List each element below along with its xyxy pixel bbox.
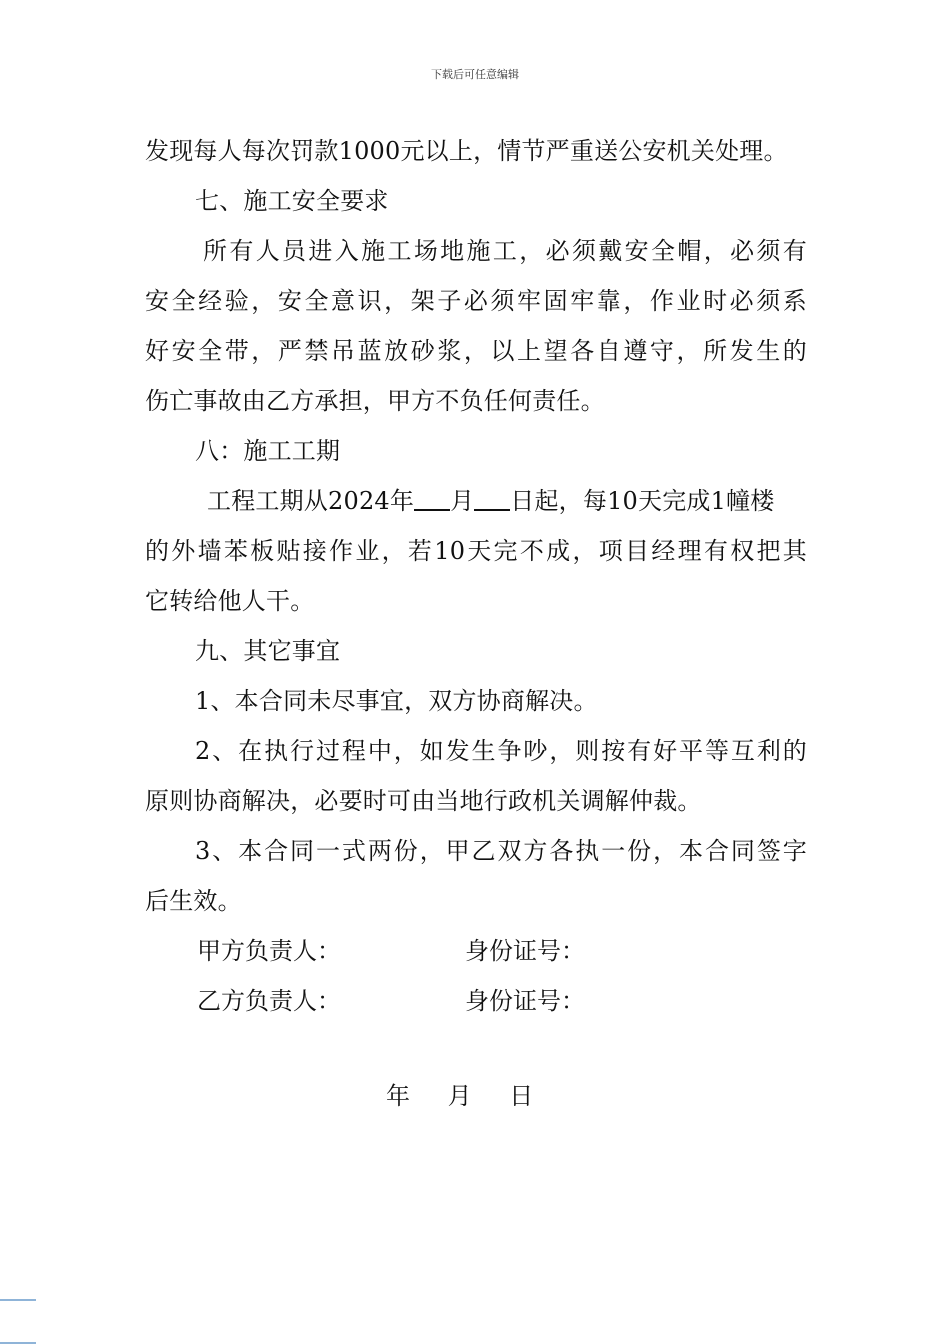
- section-9-item-3-line: 3、本合同一式两份，甲乙双方各执一份，本合同签字: [195, 837, 807, 865]
- period-start-text: 工程工期从2024年: [207, 487, 415, 515]
- day-blank: [474, 479, 510, 511]
- section-9-item-2-line: 原则协商解决，必要时可由当地行政机关调解仲裁。: [145, 787, 702, 815]
- signature-row-party-b: [145, 976, 807, 1026]
- date-year: 年: [386, 1082, 410, 1110]
- section-8-line-1: [145, 476, 807, 526]
- section-9-item-2-line: 2、在执行过程中，如发生争吵，则按有好平等互利的: [195, 737, 807, 765]
- section-8-line: 它转给他人干。: [145, 587, 315, 615]
- document-body: [145, 126, 807, 1026]
- date-month: 月: [447, 1082, 472, 1110]
- month-char: 月: [450, 487, 475, 515]
- section-9-title: 九、其它事宜: [195, 637, 341, 665]
- month-blank: [414, 479, 450, 511]
- section-9-item-1: 1、本合同未尽事宜，双方协商解决。: [195, 687, 598, 715]
- section-9-item-3-line: 后生效。: [145, 887, 242, 915]
- party-a-label: 甲方负责人：: [197, 937, 341, 965]
- page-header-note: 下载后可任意编辑: [431, 68, 519, 81]
- paragraph-penalty-tail: 发现每人每次罚款1000元以上，情节严重送公安机关处理。: [145, 137, 788, 165]
- party-a-id-label: 身份证号：: [465, 937, 585, 965]
- party-b-label: 乙方负责人：: [197, 987, 341, 1015]
- date-day: 日: [509, 1082, 534, 1110]
- section-7-line: 好安全带，严禁吊蓝放砂浆，以上望各自遵守，所发生的: [145, 337, 807, 365]
- section-7-line: 伤亡事故由乙方承担，甲方不负任何责任。: [145, 387, 605, 415]
- section-7-line: 安全经验，安全意识，架子必须牢固牢靠，作业时必须系: [145, 287, 807, 315]
- section-8-title: 八：施工工期: [195, 437, 341, 465]
- section-7-line: 所有人员进入施工场地施工，必须戴安全帽，必须有: [203, 237, 807, 265]
- period-rest-text: 日起，每10天完成1幢楼: [510, 487, 775, 515]
- section-7-title: 七、施工安全要求: [195, 187, 389, 215]
- signature-row-party-a: [145, 926, 807, 976]
- party-b-id-label: 身份证号：: [465, 987, 585, 1015]
- section-8-line: 的外墙苯板贴接作业，若10天完不成，项目经理有权把其: [145, 537, 807, 565]
- page-edge-marker: [0, 1299, 36, 1301]
- signing-date: [386, 1072, 547, 1120]
